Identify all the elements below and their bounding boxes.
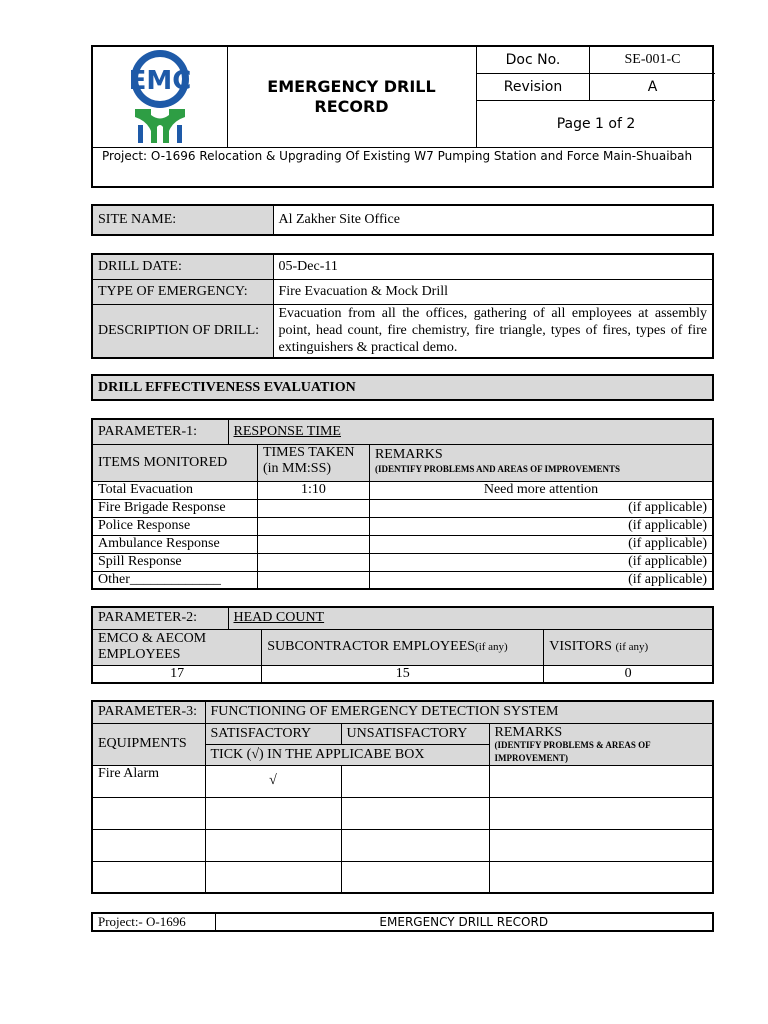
- page-footer: [91, 912, 714, 932]
- drill-info-table: [91, 253, 714, 359]
- company-logo: [93, 47, 227, 147]
- site-name-label: SITE NAME:: [92, 205, 273, 235]
- table-row: Fire Alarm √: [92, 765, 713, 797]
- site-table: [91, 204, 714, 236]
- table-row: Ambulance Response (if applicable): [92, 535, 713, 553]
- title-line-1: EMERGENCY DRILL: [267, 77, 436, 96]
- description-value: Evacuation from all the offices, gathering of all employees at assembly point, head count, fire chemistry, fire triangle, types of fires, types of fire extinguishers & practical demo.: [273, 304, 713, 358]
- equipments-header: EQUIPMENTS: [92, 723, 205, 765]
- table-row: Other_____________ (if applicable): [92, 571, 713, 589]
- parameter-3-label: PARAMETER-3:: [92, 701, 205, 723]
- satisfactory-checkbox[interactable]: [205, 797, 341, 829]
- table-row: Total Evacuation 1:10 Need more attention: [92, 481, 713, 499]
- title-line-2: RECORD: [314, 97, 389, 116]
- satisfactory-checkbox[interactable]: [205, 829, 341, 861]
- description-label: DESCRIPTION OF DRILL:: [92, 304, 273, 358]
- unsatisfactory-header: UNSATISFACTORY: [341, 723, 489, 745]
- response-time-table: [91, 418, 714, 590]
- parameter-3-title: FUNCTIONING OF EMERGENCY DETECTION SYSTEM: [205, 701, 713, 723]
- doc-no-value: SE-001-C: [624, 52, 681, 67]
- emergency-type-label: TYPE OF EMERGENCY:: [92, 279, 273, 304]
- document-header: [91, 45, 714, 188]
- detection-system-table: [91, 700, 714, 894]
- unsatisfactory-checkbox[interactable]: [341, 829, 489, 861]
- revision-value: A: [647, 79, 658, 95]
- times-taken-header: TIMES TAKEN (in MM:SS): [257, 444, 369, 481]
- revision-label: Revision: [477, 74, 590, 100]
- items-monitored-header: ITEMS MONITORED: [92, 444, 257, 481]
- doc-info: [476, 47, 715, 147]
- doc-no-label: Doc No.: [477, 47, 590, 73]
- unsatisfactory-checkbox[interactable]: [341, 861, 489, 893]
- table-row: [92, 797, 713, 829]
- parameter-1-title: RESPONSE TIME: [233, 423, 341, 439]
- unsatisfactory-checkbox[interactable]: [341, 765, 489, 797]
- table-row: Fire Brigade Response (if applicable): [92, 499, 713, 517]
- site-name-value: Al Zakher Site Office: [273, 205, 713, 235]
- tick-note: TICK (√) IN THE APPLICABE BOX: [205, 745, 489, 766]
- emergency-type-value: Fire Evacuation & Mock Drill: [273, 279, 713, 304]
- drill-date-value: 05-Dec-11: [273, 254, 713, 279]
- parameter-1-label: PARAMETER-1:: [92, 419, 228, 444]
- drill-date-label: DRILL DATE:: [92, 254, 273, 279]
- emco-aecom-header: EMCO & AECOM EMPLOYEES: [92, 629, 262, 665]
- satisfactory-checkbox[interactable]: [205, 861, 341, 893]
- remarks-header: REMARKS (IDENTIFY PROBLEMS AND AREAS OF IMPROVEMENTS: [369, 444, 713, 481]
- table-row: [92, 861, 713, 893]
- logo-cell: [93, 47, 228, 147]
- footer-title: EMERGENCY DRILL RECORD: [215, 913, 713, 931]
- project-line: Project: O-1696 Relocation & Upgrading Of Existing W7 Pumping Station and Force Main-Shuaibah: [93, 147, 712, 186]
- table-row: Spill Response (if applicable): [92, 553, 713, 571]
- table-row: Police Response (if applicable): [92, 517, 713, 535]
- table-row: 17 15 0: [92, 665, 713, 683]
- satisfactory-header: SATISFACTORY: [205, 723, 341, 745]
- table-row: [92, 829, 713, 861]
- page-number: Page 1 of 2: [556, 116, 636, 132]
- subcontractor-header: SUBCONTRACTOR EMPLOYEES(if any): [262, 629, 544, 665]
- satisfactory-checkbox[interactable]: √: [205, 765, 341, 797]
- svg-text:EMC: EMC: [128, 66, 192, 96]
- remarks-header-3: REMARKS (IDENTIFY PROBLEMS & AREAS OF IMPROVEMENT): [489, 723, 713, 765]
- visitors-header: VISITORS (if any): [544, 629, 713, 665]
- evaluation-heading: DRILL EFFECTIVENESS EVALUATION: [91, 374, 714, 401]
- footer-project: Project:- O-1696: [92, 913, 215, 931]
- parameter-2-label: PARAMETER-2:: [92, 607, 228, 629]
- unsatisfactory-checkbox[interactable]: [341, 797, 489, 829]
- head-count-table: [91, 606, 714, 684]
- parameter-2-title: HEAD COUNT: [233, 610, 325, 626]
- document-title: [227, 47, 476, 147]
